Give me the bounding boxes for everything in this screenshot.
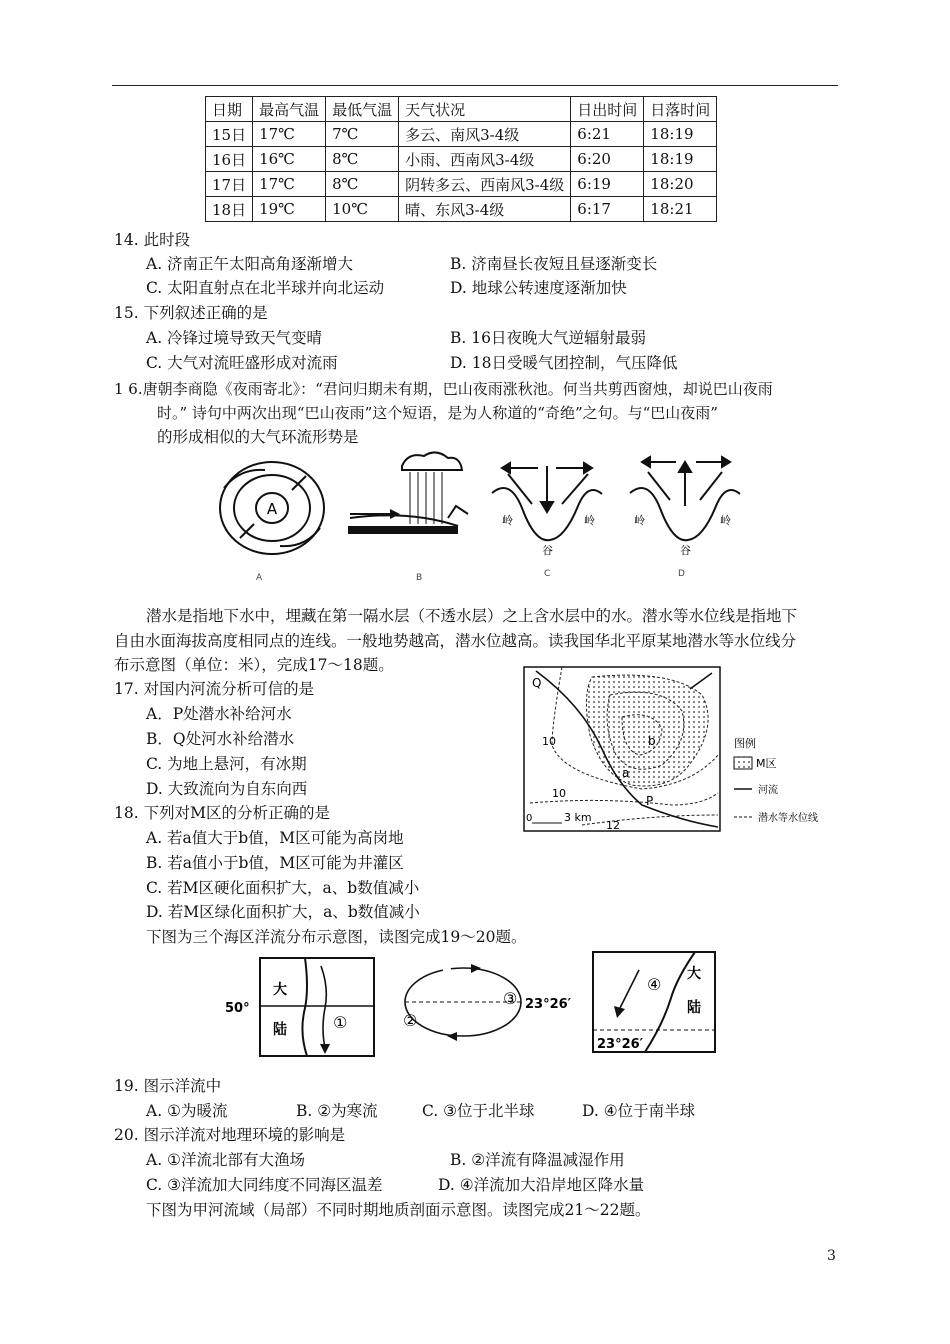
q14-stem: 14. 此时段: [114, 231, 191, 249]
q19-option-a: A. ①为暖流: [146, 1102, 228, 1120]
table-cell: 晴、东风3-4级: [399, 197, 571, 222]
lat-2326: 23°26′: [597, 1037, 644, 1052]
q21-22-intro: 下图为甲河流域（局部）不同时期地质剖面示意图。读图完成21～22题。: [146, 1201, 651, 1219]
caption-a: A: [256, 573, 263, 583]
q18-stem: 18. 下列对M区的分析正确的是: [114, 804, 330, 822]
table-cell: 7℃: [326, 122, 399, 147]
scale-zero: 0: [526, 813, 533, 824]
q20-option-b: B. ②洋流有降温减湿作用: [450, 1151, 625, 1169]
table-cell: 8℃: [326, 172, 399, 197]
q15-option-b: B. 16日夜晚大气逆辐射最弱: [450, 329, 646, 347]
table-cell: 18:19: [644, 122, 717, 147]
q15-option-c: C. 大气对流旺盛形成对流雨: [146, 354, 338, 372]
passage-line3: 布示意图（单位：米），完成17～18题。: [114, 656, 394, 674]
diagram-d: [630, 457, 740, 540]
q14-option-a: A. 济南正午太阳高角逐渐增大: [146, 255, 354, 273]
q17-option-c: C. 为地上悬河，有冰期: [146, 755, 307, 773]
table-cell: 18:20: [644, 172, 717, 197]
weather-table: [205, 96, 717, 222]
q14-option-c: C. 太阳直射点在北半球并向北运动: [146, 279, 385, 297]
map-label-p: P: [646, 794, 654, 808]
legend-title: 图例: [734, 737, 756, 750]
current-2-label: ②: [403, 1011, 418, 1030]
panel-2: [403, 964, 572, 1041]
continent-label: 大: [273, 982, 287, 998]
table-cell: 多云、南风3-4级: [399, 122, 571, 147]
table-cell: 6:20: [571, 147, 644, 172]
panel-3: [593, 952, 715, 1052]
scale-bar: 3 km: [564, 811, 592, 824]
q18-option-d: D. 若M区绿化面积扩大，a、b数值减小: [146, 903, 420, 921]
current-3-label: ③: [503, 989, 518, 1008]
table-cell: 17℃: [253, 172, 326, 197]
q19-stem: 19. 图示洋流中: [114, 1077, 222, 1095]
q18-option-a: A. 若a值大于b值，M区可能为高岗地: [146, 829, 404, 847]
table-header: 日落时间: [644, 97, 717, 122]
q17-option-a: A．P处潜水补给河水: [146, 705, 292, 723]
legend-m: M区: [756, 757, 777, 770]
legend-m-swatch: [734, 757, 752, 769]
legend-river: 河流: [758, 785, 778, 796]
table-cell: 16℃: [253, 147, 326, 172]
q16-stem-line3: 的形成相似的大气环流形势是: [157, 428, 359, 446]
q18-option-b: B. 若a值小于b值，M区可能为井灌区: [146, 854, 404, 872]
table-row: [206, 122, 717, 147]
ocean-current-figure: [225, 948, 745, 1060]
table-header: 天气状况: [399, 97, 571, 122]
page-number: 3: [827, 1248, 836, 1264]
q17-option-b: B．Q处河水补给潜水: [146, 730, 295, 748]
table-cell: 6:21: [571, 122, 644, 147]
q15-option-a: A. 冷锋过境导致天气变晴: [146, 329, 323, 347]
panel-1: [225, 958, 374, 1056]
map-label-b: b: [648, 734, 656, 748]
q16-stem-line2: 时。” 诗句中两次出现“巴山夜雨”这个短语，是为人称道的“奇绝”之句。与“巴山夜雨”: [157, 404, 718, 422]
q20-option-c: C. ③洋流加大同纬度不同海区温差: [146, 1176, 383, 1194]
q19-20-intro: 下图为三个海区洋流分布示意图，读图完成19～20题。: [146, 928, 527, 946]
ridge-label: 岭: [502, 514, 513, 527]
legend-contour: 潜水等水位线: [758, 813, 818, 824]
table-cell: 17℃: [253, 122, 326, 147]
circulation-figure: [210, 448, 770, 588]
table-cell: 6:17: [571, 197, 644, 222]
m-zone: [586, 675, 708, 786]
table-cell: 阴转多云、西南风3-4级: [399, 172, 571, 197]
table-cell: 6:19: [571, 172, 644, 197]
table-cell: 10℃: [326, 197, 399, 222]
q19-option-d: D. ④位于南半球: [582, 1102, 696, 1120]
caption-d: D: [678, 569, 685, 579]
contour-10-label: 10: [552, 787, 566, 800]
ridge-label: 岭: [634, 514, 645, 527]
ridge-label: 岭: [720, 514, 731, 527]
q14-option-d: D. 地球公转速度逐渐加快: [450, 279, 627, 297]
continent-label: 陆: [687, 1000, 701, 1016]
q18-option-c: C. 若M区硬化面积扩大，a、b数值减小: [146, 879, 420, 897]
table-header: 最高气温: [253, 97, 326, 122]
q20-option-d: D. ④洋流加大沿岸地区降水量: [438, 1176, 645, 1194]
passage-line2: 自由水面海拔高度相同点的连线。一般地势越高，潜水位越高。读我国华北平原某地潜水等水位线分: [114, 632, 797, 650]
q15-option-d: D. 18日受暖气团控制，气压降低: [450, 354, 678, 372]
table-cell: 小雨、西南风3-4级: [399, 147, 571, 172]
map-label-a: a: [622, 766, 630, 780]
lat-2326: 23°26′: [525, 997, 572, 1012]
q17-option-d: D. 大致流向为自东向西: [146, 780, 308, 798]
diagram-b: [348, 452, 468, 534]
q16-stem-line1: 1 6.唐朝李商隐《夜雨寄北》：“君问归期未有期，巴山夜雨涨秋池。何当共剪西窗烛，却说巴山夜雨: [114, 380, 773, 398]
q17-stem: 17. 对国内河流分析可信的是: [114, 680, 315, 698]
q20-option-a: A. ①洋流北部有大渔场: [146, 1151, 305, 1169]
diagram-a-center-label: A: [266, 500, 278, 518]
lat-50: 50°: [225, 1001, 250, 1016]
valley-label: 谷: [680, 544, 691, 557]
table-cell: 18:21: [644, 197, 717, 222]
table-row: [206, 172, 717, 197]
table-cell: 19℃: [253, 197, 326, 222]
table-row: [206, 147, 717, 172]
table-cell: 8℃: [326, 147, 399, 172]
table-row: [206, 197, 717, 222]
caption-b: B: [416, 573, 423, 583]
q20-stem: 20. 图示洋流对地理环境的影响是: [114, 1126, 346, 1144]
valley-label: 谷: [542, 544, 553, 557]
current-1-label: ①: [333, 1013, 348, 1032]
diagram-c: [492, 463, 602, 540]
continent-label: 大: [687, 966, 701, 982]
table-cell: 16日: [206, 147, 253, 172]
table-cell: 15日: [206, 122, 253, 147]
contour-10-label: 10: [542, 735, 556, 748]
ridge-label: 岭: [584, 514, 595, 527]
table-header: 日期: [206, 97, 253, 122]
contour-12-label: 12: [606, 819, 620, 832]
table-header: 日出时间: [571, 97, 644, 122]
q19-option-b: B. ②为寒流: [296, 1102, 378, 1120]
q15-stem: 15. 下列叙述正确的是: [114, 304, 268, 322]
map-label-q: Q: [532, 676, 542, 690]
table-cell: 17日: [206, 172, 253, 197]
table-header: 最低气温: [326, 97, 399, 122]
q14-option-b: B. 济南昼长夜短且昼逐渐变长: [450, 255, 658, 273]
continent-label: 陆: [273, 1022, 287, 1038]
table-cell: 18:19: [644, 147, 717, 172]
groundwater-map: [522, 665, 842, 837]
table-cell: 18日: [206, 197, 253, 222]
table-header-row: [206, 97, 717, 122]
current-4-label: ④: [647, 975, 662, 994]
q19-option-c: C. ③位于北半球: [422, 1102, 535, 1120]
caption-c: C: [544, 569, 551, 579]
passage-line1: 潜水是指地下水中，埋藏在第一隔水层（不透水层）之上含水层中的水。潜水等水位线是指地下: [146, 607, 798, 625]
header-rule: [112, 85, 838, 86]
